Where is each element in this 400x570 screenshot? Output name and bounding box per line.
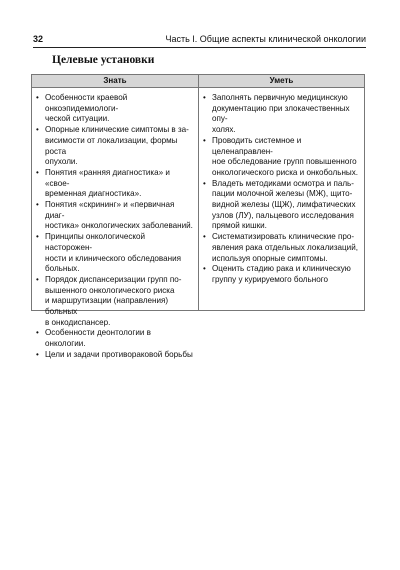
list-item-text: Особенности краевой онкоэпидемиологи- ческой ситуации. bbox=[45, 93, 128, 124]
bullet-icon: • bbox=[203, 93, 206, 102]
list-item-text: Опорные клинические симптомы в за- висимости от локализации, формы роста опухоли. bbox=[45, 125, 189, 167]
can-list-item bbox=[203, 232, 360, 264]
know-list-item bbox=[36, 125, 193, 168]
bullet-icon: • bbox=[36, 328, 39, 338]
list-item-text: Систематизировать клинические про- явления рака отдельных локализаций, используя опорные симптомы. bbox=[212, 232, 358, 263]
bullet-icon: • bbox=[36, 232, 39, 242]
list-item-text: Владеть методиками осмотра и паль- пации молочной железы (МЖ), щито- видной железы (ЩЖ), лимфатических узлов (ЛУ), пальцевого исследования прямой кишки. bbox=[212, 178, 356, 231]
list-item-text: Проводить системное и целенаправлен- ное обследование групп повышенного онкологического риска и онкобольных. bbox=[212, 135, 359, 177]
know-list-item bbox=[36, 328, 193, 349]
bullet-icon: • bbox=[203, 178, 206, 188]
column-divider bbox=[198, 75, 199, 310]
list-item-text: Понятия «скрининг» и «первичная диаг- ностика» онкологических заболеваний. bbox=[45, 200, 193, 231]
know-list-item bbox=[36, 200, 193, 232]
running-header bbox=[33, 33, 366, 45]
know-list-item bbox=[36, 275, 193, 329]
list-item-text: Заполнять первичную медицинскую документацию при злокачественных опу- холях. bbox=[212, 93, 350, 135]
list-item-text: Цели и задачи противораковой борьбы bbox=[45, 349, 193, 359]
bullet-icon: • bbox=[36, 125, 39, 135]
section-title: Целевые установки bbox=[52, 54, 155, 66]
bullet-icon: • bbox=[36, 349, 39, 359]
know-list-item bbox=[36, 350, 193, 361]
chapter-title: Часть I. Общие аспекты клинической онкологии bbox=[165, 34, 366, 44]
can-list-item bbox=[203, 179, 360, 233]
bullet-icon: • bbox=[203, 232, 206, 242]
can-list-item bbox=[203, 264, 360, 285]
list-item-text: Порядок диспансеризации групп по- вышенного онкологического риска и маршрутизации (направления) больных в онкодиспансер. bbox=[45, 274, 182, 327]
know-list-item bbox=[36, 93, 193, 125]
bullet-icon: • bbox=[36, 93, 39, 102]
know-list-item bbox=[36, 168, 193, 200]
bullet-icon: • bbox=[203, 264, 206, 274]
can-list bbox=[203, 93, 360, 286]
list-item-text: Оценить стадию рака и клиническую группу у курируемого больного bbox=[212, 264, 351, 284]
know-list bbox=[36, 93, 193, 361]
bullet-icon: • bbox=[203, 135, 206, 145]
column-header-know: Знать bbox=[103, 76, 127, 85]
objectives-table bbox=[31, 74, 365, 359]
list-item-text: Понятия «ранняя диагностика» и «свое- временная диагностика». bbox=[45, 167, 170, 199]
can-list-item bbox=[203, 93, 360, 136]
know-list-item bbox=[36, 232, 193, 275]
bullet-icon: • bbox=[36, 167, 39, 177]
header-rule bbox=[33, 47, 366, 48]
can-list-item bbox=[203, 136, 360, 179]
list-item-text: Особенности деонтологии в онкологии. bbox=[45, 328, 151, 349]
column-header-can: Уметь bbox=[269, 76, 294, 85]
bullet-icon: • bbox=[36, 274, 39, 284]
list-item-text: Принципы онкологической насторожен- ности и клинического обследования больных. bbox=[45, 232, 182, 274]
bullet-icon: • bbox=[36, 200, 39, 210]
page-number: 32 bbox=[33, 34, 44, 44]
